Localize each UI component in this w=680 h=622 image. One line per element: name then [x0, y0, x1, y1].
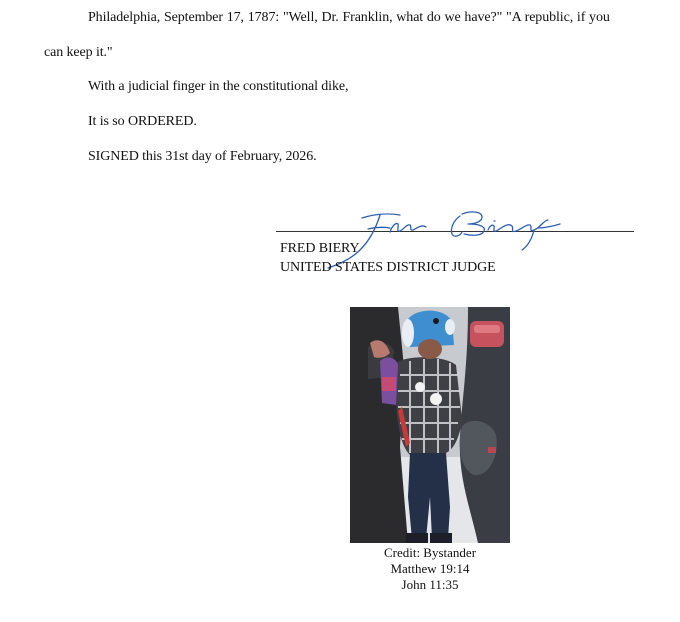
judge-title: UNITED STATES DISTRICT JUDGE	[280, 260, 496, 275]
photo-caption-verse-2: John 11:35	[401, 577, 459, 592]
photo-caption-verse-1: Matthew 19:14	[390, 561, 470, 576]
signature-block	[276, 198, 638, 283]
signed-date-paragraph: SIGNED this 31st day of February, 2026.	[88, 149, 317, 164]
child-photo	[350, 307, 510, 543]
judicial-finger-paragraph: With a judicial finger in the constitutional dike,	[88, 79, 349, 94]
quote-paragraph-line-2: can keep it."	[44, 45, 113, 60]
photo-image	[350, 307, 510, 543]
ordered-paragraph: It is so ORDERED.	[88, 114, 197, 129]
photo-caption-credit: Credit: Bystander	[383, 545, 477, 560]
quote-paragraph-line-1: Philadelphia, September 17, 1787: "Well, Dr. Franklin, what do we have?" "A republic, if you	[88, 10, 610, 25]
judge-name: FRED BIERY	[280, 241, 360, 256]
